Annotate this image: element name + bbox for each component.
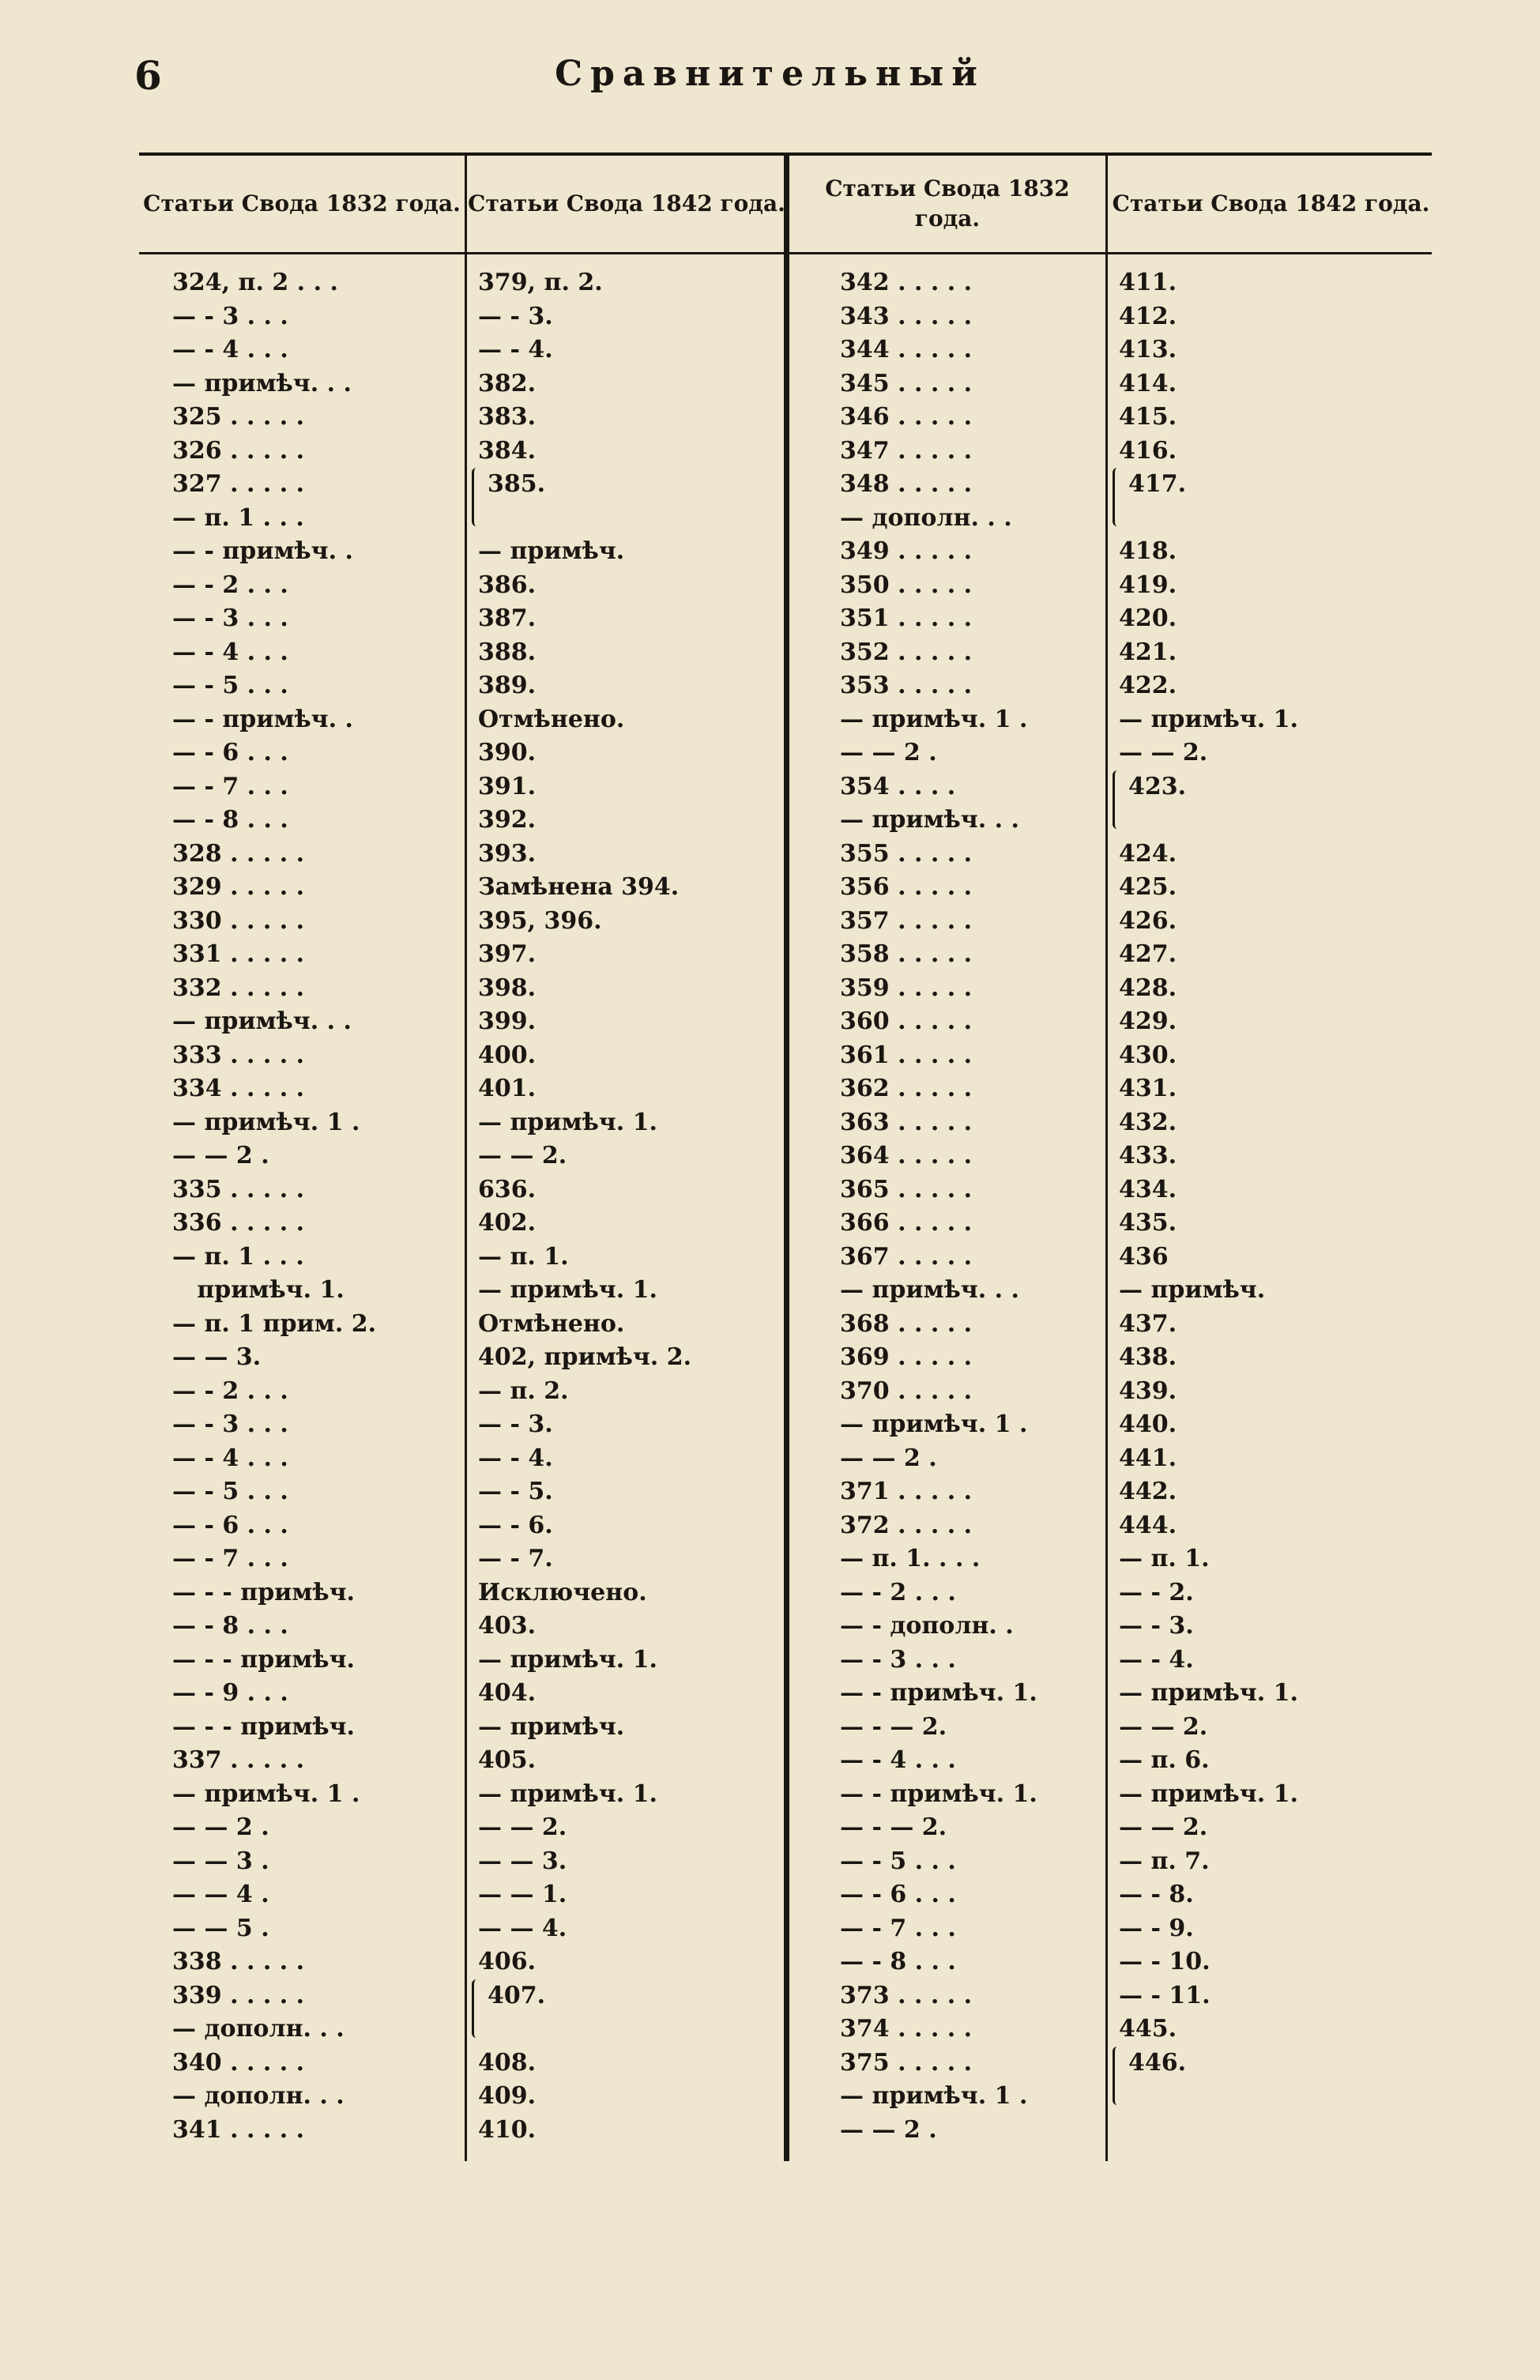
table-cell: — - примѣч. . (172, 537, 353, 565)
table-cell: — примѣч. 1. (478, 1276, 657, 1304)
table-cell: 367 . . . . . (840, 1242, 973, 1271)
table-cell: 412. (1119, 302, 1177, 330)
running-head: Сравнительный (555, 54, 985, 94)
table-cell: 366 . . . . . (840, 1209, 973, 1237)
table-cell: 442. (1119, 1478, 1177, 1505)
column-1832-right (784, 156, 1105, 2161)
table-cell: 332 . . . . . (172, 973, 305, 1002)
table-cell: — - 8 . . . (172, 806, 288, 834)
table-cell: — примѣч. (478, 537, 625, 565)
table-cell: — - 4 . . . (172, 336, 288, 363)
table-cell: 324, п. 2 . . . (172, 269, 338, 296)
table-cell: 411. (1119, 269, 1177, 296)
table-cell: — - 3 . . . (172, 302, 288, 330)
table-cell: 372 . . . . . (840, 1511, 973, 1539)
table-cell: 438. (1119, 1343, 1177, 1371)
table-cell: — — 4. (478, 1914, 567, 1942)
table-cell: 331 . . . . . (172, 940, 305, 968)
table-cell: 362 . . . . . (840, 1075, 973, 1102)
table-cell: — — 2. (1119, 1712, 1208, 1741)
table-cell: — примѣч. 1 . (840, 1410, 1028, 1438)
table-cell: 355 . . . . . (840, 839, 973, 868)
table-cell: — - 4. (1119, 1645, 1194, 1674)
table-cell: 371 . . . . . (840, 1478, 973, 1505)
table-cell: 406. (478, 1948, 537, 1975)
column-header: Статьи Свода 1832 года. (143, 190, 461, 217)
table-cell: 402, примѣч. 2. (478, 1343, 692, 1371)
table-cell: — - 2 . . . (172, 571, 288, 599)
column-1832-left (139, 156, 465, 2161)
table-cell: 434. (1119, 1175, 1177, 1203)
table-cell (1108, 2114, 1434, 2148)
table-cell: — - 4. (478, 336, 553, 363)
table-cell: 357 . . . . . (840, 906, 973, 935)
table-cell: 368 . . . . . (840, 1309, 973, 1338)
table-cell: — дополн. . . (172, 2082, 345, 2110)
column-header: Статьи Свода 1842 года. (468, 190, 785, 217)
table-cell: 384. (478, 436, 537, 465)
table-cell: — — 2 . (840, 2115, 937, 2144)
table-cell: — примѣч. 1. (478, 1108, 657, 1136)
table-cell: — - 3. (478, 302, 553, 330)
table-cell: — — 2 . (172, 1813, 269, 1841)
table-cell: — п. 6. (1119, 1746, 1210, 1774)
column-rows (467, 266, 786, 2147)
table-cell: — примѣч. 1 . (172, 1108, 360, 1136)
table-cell: 330 . . . . . (172, 906, 305, 935)
table-cell: 400. (478, 1041, 537, 1069)
table-cell: — - примѣч. . (172, 705, 353, 733)
table-cell: — — 2. (1119, 739, 1208, 766)
table-cell: 373 . . . . . (840, 1981, 973, 2009)
table-cell: 418. (1119, 537, 1177, 565)
column-header: Статьи Свода 1842 года. (1112, 190, 1430, 217)
table-cell: 432. (1119, 1108, 1177, 1136)
table-cell: 343 . . . . . (840, 302, 973, 330)
table-cell (467, 1979, 786, 2013)
table-cell: — — 3. (172, 1343, 262, 1371)
table-cell: — примѣч. 1 . (172, 1779, 360, 1808)
table-cell: — - 9. (1119, 1914, 1194, 1942)
table-cell: — - 3 . . . (840, 1645, 956, 1674)
table-cell: 339 . . . . . (172, 1981, 305, 2009)
table-cell: 398. (478, 973, 537, 1002)
table-cell (1108, 770, 1434, 804)
table-cell: — п. 1 . . . (172, 1242, 304, 1271)
table-cell: 415. (1119, 403, 1177, 431)
table-cell: примѣч. 1. (172, 1276, 345, 1304)
table-cell: 435. (1119, 1209, 1177, 1237)
table-cell: 354 . . . . (840, 772, 956, 800)
column-1842-left (465, 156, 786, 2161)
table-cell: — - 6 . . . (172, 739, 288, 766)
table-cell: — примѣч. 1. (478, 1779, 657, 1808)
table-cell: — - дополн. . (840, 1612, 1014, 1640)
table-cell: — - 5 . . . (840, 1847, 956, 1875)
column-1842-right (1105, 156, 1434, 2161)
table-cell: 428. (1119, 973, 1177, 1002)
column-rows (1108, 266, 1434, 2147)
table-cell: 389. (478, 672, 537, 699)
table-cell: — - 5 . . . (172, 1478, 288, 1505)
table-cell: — - 3 . . . (172, 1410, 288, 1438)
table-cell: — примѣч. . . (840, 806, 1019, 834)
table-cell: — примѣч. . . (840, 1276, 1019, 1304)
table-cell: 338 . . . . . (172, 1948, 305, 1975)
table-cell: 436 (1119, 1242, 1169, 1271)
table-cell: 392. (478, 806, 537, 834)
table-cell: 403. (478, 1612, 537, 1640)
table-cell: 397. (478, 940, 537, 968)
table-cell: 347 . . . . . (840, 436, 973, 465)
table-cell: — п. 1 . . . (172, 503, 304, 532)
table-cell: 361 . . . . . (840, 1041, 973, 1069)
table-cell: 419. (1119, 571, 1177, 599)
table-cell: — — 2. (1119, 1813, 1208, 1841)
table-cell: 431. (1119, 1075, 1177, 1102)
table-cell: 358 . . . . . (840, 940, 973, 968)
table-cell: — — 2. (478, 1142, 567, 1169)
table-cell: 441. (1119, 1444, 1177, 1472)
table-cell: — - 8. (1119, 1881, 1194, 1908)
table-cell: 349 . . . . . (840, 537, 973, 565)
table-cell: — - 8 . . . (840, 1948, 956, 1975)
table-cell: — - — 2. (840, 1813, 947, 1841)
table-cell: 437. (1119, 1309, 1177, 1338)
table-cell: — — 3. (478, 1847, 567, 1875)
table-cell: — п. 1. . . . (840, 1545, 981, 1572)
table-cell: 409. (478, 2082, 537, 2110)
table-cell: 429. (1119, 1007, 1177, 1035)
table-cell: — - примѣч. 1. (840, 1779, 1037, 1808)
table-cell: — - 2 . . . (172, 1376, 288, 1405)
table-cell: 341 . . . . . (172, 2115, 305, 2144)
table-cell: 440. (1119, 1410, 1177, 1438)
table-cell: — примѣч. 1 . (840, 705, 1028, 733)
table-cell: 351 . . . . . (840, 604, 973, 632)
table-cell: 390. (478, 739, 537, 766)
table-cell (1108, 502, 1434, 536)
table-cell: — — 2 . (172, 1142, 269, 1169)
table-cell: 422. (1119, 672, 1177, 699)
table-cell: 387. (478, 604, 537, 632)
table-cell: 445. (1119, 2015, 1177, 2043)
table-cell (1108, 468, 1434, 502)
table-cell: 414. (1119, 369, 1177, 397)
table-cell: 365 . . . . . (840, 1175, 973, 1203)
table-cell: — примѣч. (478, 1712, 625, 1741)
table-cell: Отмѣнено. (478, 1309, 625, 1338)
table-cell: — - 6 . . . (840, 1881, 956, 1908)
table-cell: — — 2. (478, 1813, 567, 1841)
table-cell: 353 . . . . . (840, 672, 973, 699)
table-cell: Исключено. (478, 1578, 647, 1606)
table-cell: — - 2. (1119, 1578, 1194, 1606)
table-cell: — примѣч. 1. (478, 1645, 657, 1674)
table-cell: 344 . . . . . (840, 336, 973, 363)
table-cell: 416. (1119, 436, 1177, 465)
table-cell: 426. (1119, 906, 1177, 935)
table-cell: — примѣч. . . (172, 369, 352, 397)
table-cell-text: 423. (1128, 772, 1187, 800)
table-cell: — - - примѣч. (172, 1578, 355, 1606)
table-cell: — п. 1. (1119, 1545, 1210, 1572)
table-cell: 427. (1119, 940, 1177, 968)
table-cell: 413. (1119, 336, 1177, 363)
table-cell: 410. (478, 2115, 537, 2144)
table-cell: 382. (478, 369, 537, 397)
table-cell: 337 . . . . . (172, 1746, 305, 1774)
table-cell: — - 9 . . . (172, 1679, 288, 1707)
table-cell: — - 7. (478, 1545, 553, 1572)
table-cell: 350 . . . . . (840, 571, 973, 599)
table-cell: 334 . . . . . (172, 1075, 305, 1102)
table-cell: 386. (478, 571, 537, 599)
table-cell: 335 . . . . . (172, 1175, 305, 1203)
table-cell-text: 407. (488, 1981, 546, 2009)
table-cell: — примѣч. . . (172, 1007, 352, 1035)
table-cell (467, 502, 786, 536)
table-cell: 395, 396. (478, 906, 602, 935)
table-cell: — - - примѣч. (172, 1645, 355, 1674)
table-cell: — — 5 . (172, 1914, 269, 1942)
table-cell: 359 . . . . . (840, 973, 973, 1002)
table-cell: 364 . . . . . (840, 1142, 973, 1169)
table-cell: — — 1. (478, 1881, 567, 1908)
table-cell: 379, п. 2. (478, 269, 603, 296)
table-cell: — примѣч. (1119, 1276, 1266, 1304)
table-cell: 399. (478, 1007, 537, 1035)
table-cell: — — 4 . (172, 1881, 269, 1908)
table-cell: 370 . . . . . (840, 1376, 973, 1405)
table-cell-text: 446. (1128, 2048, 1187, 2077)
table-cell: 401. (478, 1075, 537, 1102)
table-cell: 391. (478, 772, 537, 800)
table-cell: 636. (478, 1175, 537, 1203)
table-cell: 420. (1119, 604, 1177, 632)
column-header: Статьи Свода 1832 года. (825, 175, 1070, 232)
table-cell: — - 6 . . . (172, 1511, 288, 1539)
table-cell: — - - примѣч. (172, 1712, 355, 1741)
table-cell: — - 10. (1119, 1948, 1211, 1975)
table-cell: — - 7 . . . (172, 1545, 288, 1572)
table-cell: 393. (478, 839, 537, 868)
table-cell-text: 417. (1128, 470, 1187, 498)
table-cell: 402. (478, 1209, 537, 1237)
table-cell (1108, 2047, 1434, 2081)
table-cell: 425. (1119, 873, 1177, 901)
comparison-table (139, 153, 1432, 2161)
table-cell: — - примѣч. 1. (840, 1679, 1037, 1707)
table-cell-text: 385. (488, 470, 546, 498)
table-cell: Отмѣнено. (478, 705, 625, 733)
table-cell: — - 6. (478, 1511, 553, 1539)
table-cell: 439. (1119, 1376, 1177, 1405)
table-cell: — - 4. (478, 1444, 553, 1472)
table-cell: 375 . . . . . (840, 2048, 973, 2077)
column-rows (139, 266, 465, 2147)
table-cell: — примѣч. 1. (1119, 705, 1298, 733)
table-cell: 352 . . . . . (840, 638, 973, 666)
table-cell: 325 . . . . . (172, 403, 305, 431)
table-cell (1108, 2080, 1434, 2114)
table-cell: 424. (1119, 839, 1177, 868)
table-cell: — - 3 . . . (172, 604, 288, 632)
table-cell: 430. (1119, 1041, 1177, 1069)
table-cell: 404. (478, 1679, 537, 1707)
table-cell: — дополн. . . (840, 503, 1012, 532)
table-cell (467, 2013, 786, 2047)
table-cell: — - 5. (478, 1478, 553, 1505)
table-cell: 408. (478, 2048, 537, 2077)
table-cell: 346 . . . . . (840, 403, 973, 431)
table-cell: — примѣч. 1 . (840, 2082, 1028, 2110)
table-cell: — - 4 . . . (840, 1746, 956, 1774)
page-number: 6 (134, 52, 162, 99)
table-cell: 326 . . . . . (172, 436, 305, 465)
table-cell: 345 . . . . . (840, 369, 973, 397)
table-cell (1108, 804, 1434, 838)
table-cell: — - 5 . . . (172, 672, 288, 699)
table-cell: 388. (478, 638, 537, 666)
table-cell: 342 . . . . . (840, 269, 973, 296)
table-cell: — п. 1 прим. 2. (172, 1309, 377, 1338)
table-cell: — — 2 . (840, 1444, 937, 1472)
table-cell (467, 468, 786, 502)
table-cell: — примѣч. 1. (1119, 1779, 1298, 1808)
table-cell: — - — 2. (840, 1712, 947, 1741)
table-cell: — - 4 . . . (172, 638, 288, 666)
column-rows (789, 266, 1105, 2147)
table-cell: — примѣч. 1. (1119, 1679, 1298, 1707)
table-cell: 369 . . . . . (840, 1343, 973, 1371)
table-cell: — дополн. . . (172, 2015, 345, 2043)
table-cell: 327 . . . . . (172, 470, 305, 498)
table-cell: 444. (1119, 1511, 1177, 1539)
table-cell: 374 . . . . . (840, 2015, 973, 2043)
table-cell: — - 8 . . . (172, 1612, 288, 1640)
table-cell: — - 7 . . . (172, 772, 288, 800)
table-cell: 333 . . . . . (172, 1041, 305, 1069)
table-cell: — - 2 . . . (840, 1578, 956, 1606)
table-cell: 433. (1119, 1142, 1177, 1169)
table-cell: 336 . . . . . (172, 1209, 305, 1237)
table-cell: — - 11. (1119, 1981, 1211, 2009)
table-cell: — - 4 . . . (172, 1444, 288, 1472)
table-cell: 405. (478, 1746, 537, 1774)
table-cell: 356 . . . . . (840, 873, 973, 901)
table-cell: — п. 7. (1119, 1847, 1210, 1875)
table-cell: 421. (1119, 638, 1177, 666)
table-cell: 340 . . . . . (172, 2048, 305, 2077)
table-cell: 383. (478, 403, 537, 431)
table-cell: — - 3. (478, 1410, 553, 1438)
table-cell: — п. 2. (478, 1376, 569, 1405)
table-cell: — — 3 . (172, 1847, 269, 1875)
table-cell: — - 3. (1119, 1612, 1194, 1640)
table-cell: Замѣнена 394. (478, 873, 680, 901)
table-cell: 328 . . . . . (172, 839, 305, 868)
table-cell: 329 . . . . . (172, 873, 305, 901)
table-cell: 363 . . . . . (840, 1108, 973, 1136)
table-cell: — — 2 . (840, 739, 937, 766)
table-cell: 348 . . . . . (840, 470, 973, 498)
table-cell: 360 . . . . . (840, 1007, 973, 1035)
table-cell: — п. 1. (478, 1242, 569, 1271)
table-cell: — - 7 . . . (840, 1914, 956, 1942)
